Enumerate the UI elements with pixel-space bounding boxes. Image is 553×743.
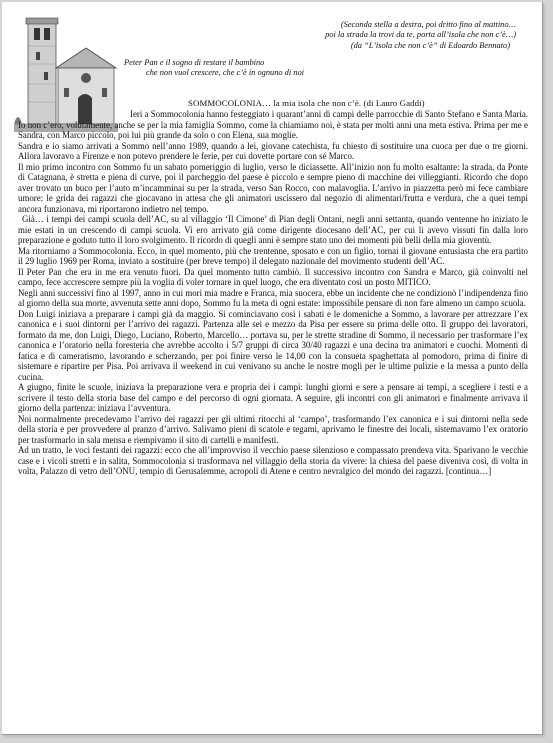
epigraph-line: (da “L’isola che non c’è” di Edoardo Bennato) xyxy=(350,40,510,50)
paragraph: Il mio primo incontro con Sommo fu un sabato pomeriggio di luglio, verso le diciassette. All’inizio non fu molto esaltante: la strada, da Ponte di Catagnana, è stretta e piena di curve, poi il parcheggio del paese è piccolo e sempre pieno di macchine dei villeggianti. Ricordo che dopo aver trovato un buco per l’auto m’incamminai su per la strada, verso San Rocco, con malavoglia. L’arrivo in piazzetta però mi fece cambiare umore: le grida dei ragazzi che giocavano in attesa che gli animatori uscissero dal negozio di alimentari/frutta e verdura, che a quei tempi ancora funzionava, mi riportarono indietro nel tempo. xyxy=(18,161,528,214)
epigraph-line: (Seconda stella a destra, poi dritto fino al mattino… xyxy=(340,20,516,29)
paragraph: Ieri a Sommocolonia hanno festeggiato i quarant’anni di campi delle parrocchie di Santo Stefano e Santa Maria. Io non c’ero, volutamente, anche se per la mia famiglia Sommo, come la chiamiamo noi, è stata per molti anni una meta estiva. Prima per me e Sandra, con Marco piccolo, poi lui più grande da solo o con Elena, sua moglie. xyxy=(18,109,529,140)
paragraph: Don Luigi iniziava a preparare i campi già da maggio. Si cominciavano così i sabati e le domeniche a Sommo, a lavorare per attrezzare l’ex canonica e i suoi dintorni per l’arrivo dei ragazzi. Partenza alle sei e mezzo da Pisa per essere su prima delle otto. Il gruppo dei lavoratori, formato da me, don Luigi, Diego, Luciano, Roberto, Marcello… portava su, per le strette stradine di Sommo, il necessario per trasformare l’ex canonica e l’oratorio nella foresteria che avrebbe accolto i 5/7 gruppi di circa 30/40 ragazzi e una decina tra animatori e cuochi. Momenti di fatica e di cameratismo, lavorando e scherzando, per poi finire verso le 14,00 con la consueta spaghettata al pomodoro, prima di finire di sistemare e ripartire per Pisa. Poi arrivava il weekend in cui venivano su anche le nostre mogli per le ultime pulizie e la messa a punto della cucina. xyxy=(18,308,528,382)
caption-line: che non vuol crescere, che c’è in ognuno di noi xyxy=(146,68,304,78)
paragraph: Il Peter Pan che era in me era venuto fuori. Da quel momento tutto cambiò. Il successivo incontro con Sandra e Marco, già coinvolti nel campo, fece accrescere sempre più la voglia di voler tornare in quel luogo, che era diventato così un posto MITICO. xyxy=(18,266,528,287)
epigraph xyxy=(236,20,516,51)
illustration-caption xyxy=(124,58,344,79)
caption-line: Peter Pan e il sogno di restare il bambino xyxy=(124,58,265,67)
paragraph: A giugno, finite le scuole, iniziava la preparazione vera e propria dei i campi: lunghi giorni e sere a pensare ai tempi, a scegliere i testi e a scrivere il testo della storia base del campo e del percorso di ogni giornata. A seguire, gli incontri con gli animatori e finalmente arrivava il giorno della partenza: iniziava l’avventura. xyxy=(18,382,528,413)
paragraph: Noi normalmente precedevamo l’arrivo dei ragazzi per gli ultimi ritocchi al ‘campo’, trasformando l’ex canonica e i sui dintorni nella sede della storia e per provvedere al pranzo d’arrivo. Salivamo pieni di scatole e tegami, aprivamo le finestre dei locali, sistemavamo l’ex oratorio per trasformarlo in sala mensa e riempivamo il sito di cartelli e manifesti. xyxy=(18,413,528,445)
article-body xyxy=(18,109,528,477)
paragraph: Ad un tratto, le voci festanti dei ragazzi: ecco che all’improvviso il vecchio paese silenzioso e compassato prendeva vita. Sparivano le vecchie case e i vicoli stretti e in salita, Sommocolonia si trasformava nel villaggio della storia da vivere: la chiesa del paese diveniva così, di volta in volta, Palazzo di vetro dell’ONU, tempio di Gerusalemme, acropoli di Atene e centro nevralgico del mondo dei ragazzi. [continua…] xyxy=(18,445,528,476)
paragraph: Già… i tempi dei campi scuola dell’AC, su al villaggio ‘Il Cimone’ di Pian degli Ontani, negli anni settanta, quando ventenne ho iniziato le mie estati in un crescendo di campi scuola. Vi ero arrivato già come dirigente diocesano dell’AC, per cui li avevo vissuti fin dalla loro preparazione e goduto tutto il loro svolgimento. Il ricordo di quegli anni è sempre stato uno dei momenti più belli della mia gioventù. xyxy=(18,214,528,245)
paragraph: Ma ritorniamo a Sommocolonia. Ecco, in quel momento, più che trentenne, sposato e con un figlio, tornai il giovane entusiasta che era partito il 29 luglio 1969 per Roma, inviato a sostituire (per breve tempo) il delegato nazionale del movimento studenti dell’AC. xyxy=(18,245,528,266)
paragraph: Negli anni successivi fino al 1997, anno in cui morì mia madre e Franca, mia suocera, ebbe un incidente che ne condizionò l’indipendenza fino al giorno della sua morte, avvenuta sette anni dopo, Sommo fu la meta di ogni estate: impossibile pensare di non fare almeno un campo scuola. xyxy=(18,287,528,308)
epigraph-line: poi la strada la trovi da te, porta all’isola che non c’è…) xyxy=(325,30,516,40)
article-title xyxy=(188,98,425,109)
paragraph: Sandra e io siamo arrivati a Sommo nell’anno 1989, quando a lei, giovane catechista, fu chiesto di sostituire una cuoca per due o tre giorni. Allora lavoravo a Firenze e non potevo prendere le ferie, per cui dovette portare con sé Marco. xyxy=(18,140,528,161)
article-title-text: SOMMOCOLONIA… la mia isola che non c’è. (di Lauro Gaddi) xyxy=(188,98,425,108)
document-page xyxy=(2,2,543,735)
